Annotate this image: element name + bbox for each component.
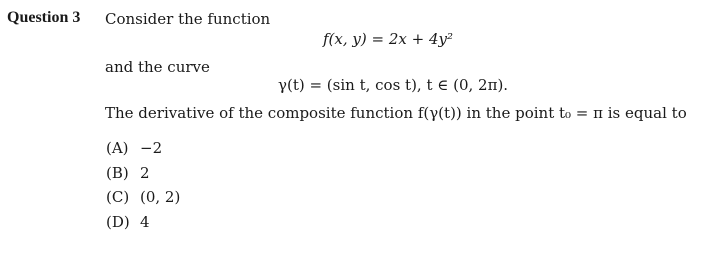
question-intro: Consider the function [105, 10, 271, 28]
question-prompt: The derivative of the composite function f(γ(t)) in the point t₀ = π is equal to [105, 104, 687, 122]
option-label: (C) [106, 188, 130, 206]
option-value: 2 [140, 164, 150, 182]
question-label: Question 3 [7, 9, 81, 26]
option-b[interactable] [106, 164, 150, 182]
option-label: (D) [106, 213, 130, 231]
option-a[interactable] [106, 139, 162, 157]
option-c[interactable] [106, 188, 180, 206]
option-d[interactable] [106, 213, 150, 231]
option-label: (A) [106, 139, 129, 157]
option-label: (B) [106, 164, 129, 182]
function-equation: f(x, y) = 2x + 4y² [323, 30, 453, 48]
curve-intro: and the curve [105, 58, 210, 76]
option-value: 4 [140, 213, 150, 231]
option-value: −2 [140, 139, 163, 157]
option-value: (0, 2) [140, 188, 181, 206]
curve-equation: γ(t) = (sin t, cos t), t ∈ (0, 2π). [278, 76, 509, 94]
